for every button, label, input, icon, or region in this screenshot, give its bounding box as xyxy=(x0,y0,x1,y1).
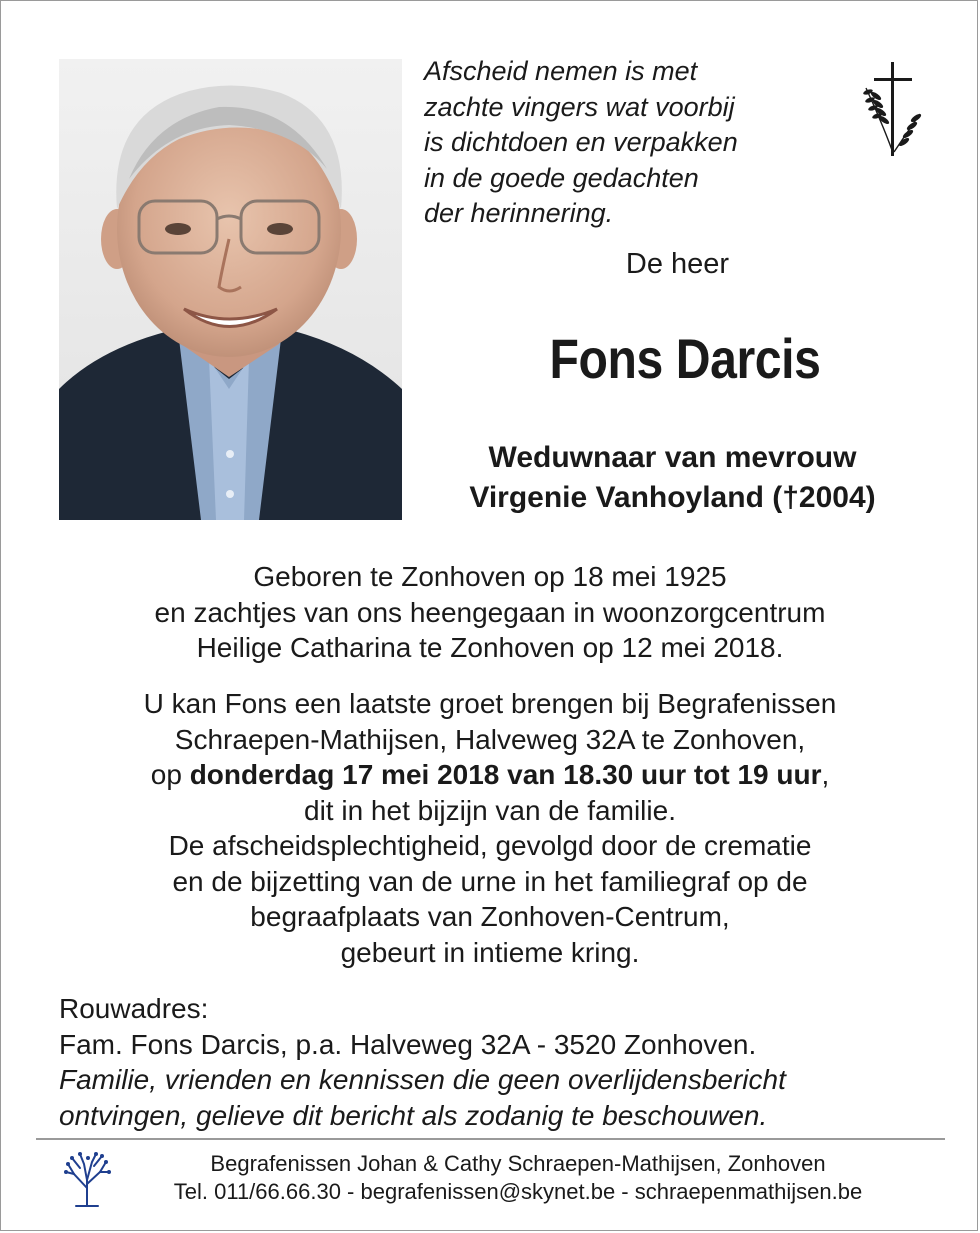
birth-line: Heilige Catharina te Zonhoven op 12 mei 2018. xyxy=(196,632,784,663)
poem-line: in de goede gedachten xyxy=(424,162,699,193)
visit-line: dit in het bijzijn van de familie. xyxy=(304,794,676,826)
divider xyxy=(36,1138,945,1140)
birth-death-info xyxy=(60,559,920,666)
visit-line: en de bijzetting van de urne in het familiegraf op de xyxy=(172,865,808,897)
visit-date: donderdag 17 mei 2018 van 18.30 uur tot 19 uur xyxy=(189,759,822,790)
portrait-photo xyxy=(59,59,402,520)
tree-logo-icon xyxy=(62,1150,112,1208)
visit-line: gebeurt in intieme kring. xyxy=(340,936,640,968)
visit-line: De afscheidsplechtigheid, gevolgd door de crematie xyxy=(168,830,812,861)
address-label: Rouwadres: xyxy=(59,993,209,1024)
cross-with-wheat-icon xyxy=(854,58,930,158)
birth-line: en zachtjes van ons heengegaan in woonzorgcentrum xyxy=(154,596,826,628)
poem-line: zachte vingers wat voorbij xyxy=(424,91,735,122)
address-value: Fam. Fons Darcis, p.a. Halveweg 32A - 3520 Zonhoven. xyxy=(59,1028,757,1060)
visit-line: Schraepen-Mathijsen, Halveweg 32A te Zonhoven, xyxy=(174,723,806,755)
visit-line: U kan Fons een laatste groet brengen bij Begrafenissen xyxy=(143,688,837,719)
title-prefix: De heer xyxy=(625,248,730,280)
funeral-home-info xyxy=(118,1150,918,1206)
visitation-info xyxy=(60,686,920,970)
visit-date-suffix: , xyxy=(821,759,830,790)
spouse-line: Virgenie Vanhoyland (†2004) xyxy=(469,481,876,514)
visit-date-prefix: op xyxy=(150,759,190,790)
notice-line: Familie, vrienden en kennissen die geen overlijdensbericht xyxy=(59,1064,786,1095)
deceased-name: Fons Darcis xyxy=(549,327,821,390)
spouse-info xyxy=(410,438,935,518)
notice-line: ontvingen, gelieve dit bericht als zodanig te beschouwen. xyxy=(59,1099,768,1131)
funeral-home-name: Begrafenissen Johan & Cathy Schraepen-Mathijsen, Zonhoven xyxy=(210,1151,826,1176)
funeral-home-contact: Tel. 011/66.66.30 - begrafenissen@skynet.be - schraepenmathijsen.be xyxy=(173,1179,863,1204)
visit-line: begraafplaats van Zonhoven-Centrum, xyxy=(250,901,730,932)
visit-line-date xyxy=(60,757,920,793)
spouse-line: Weduwnaar van mevrouw xyxy=(488,441,857,474)
poem-line: Afscheid nemen is met xyxy=(424,56,698,86)
birth-line: Geboren te Zonhoven op 18 mei 1925 xyxy=(253,561,727,592)
poem xyxy=(424,54,738,232)
poem-line: der herinnering. xyxy=(424,198,614,228)
poem-line: is dichtdoen en verpakken xyxy=(424,127,738,157)
mourning-address xyxy=(59,991,786,1133)
